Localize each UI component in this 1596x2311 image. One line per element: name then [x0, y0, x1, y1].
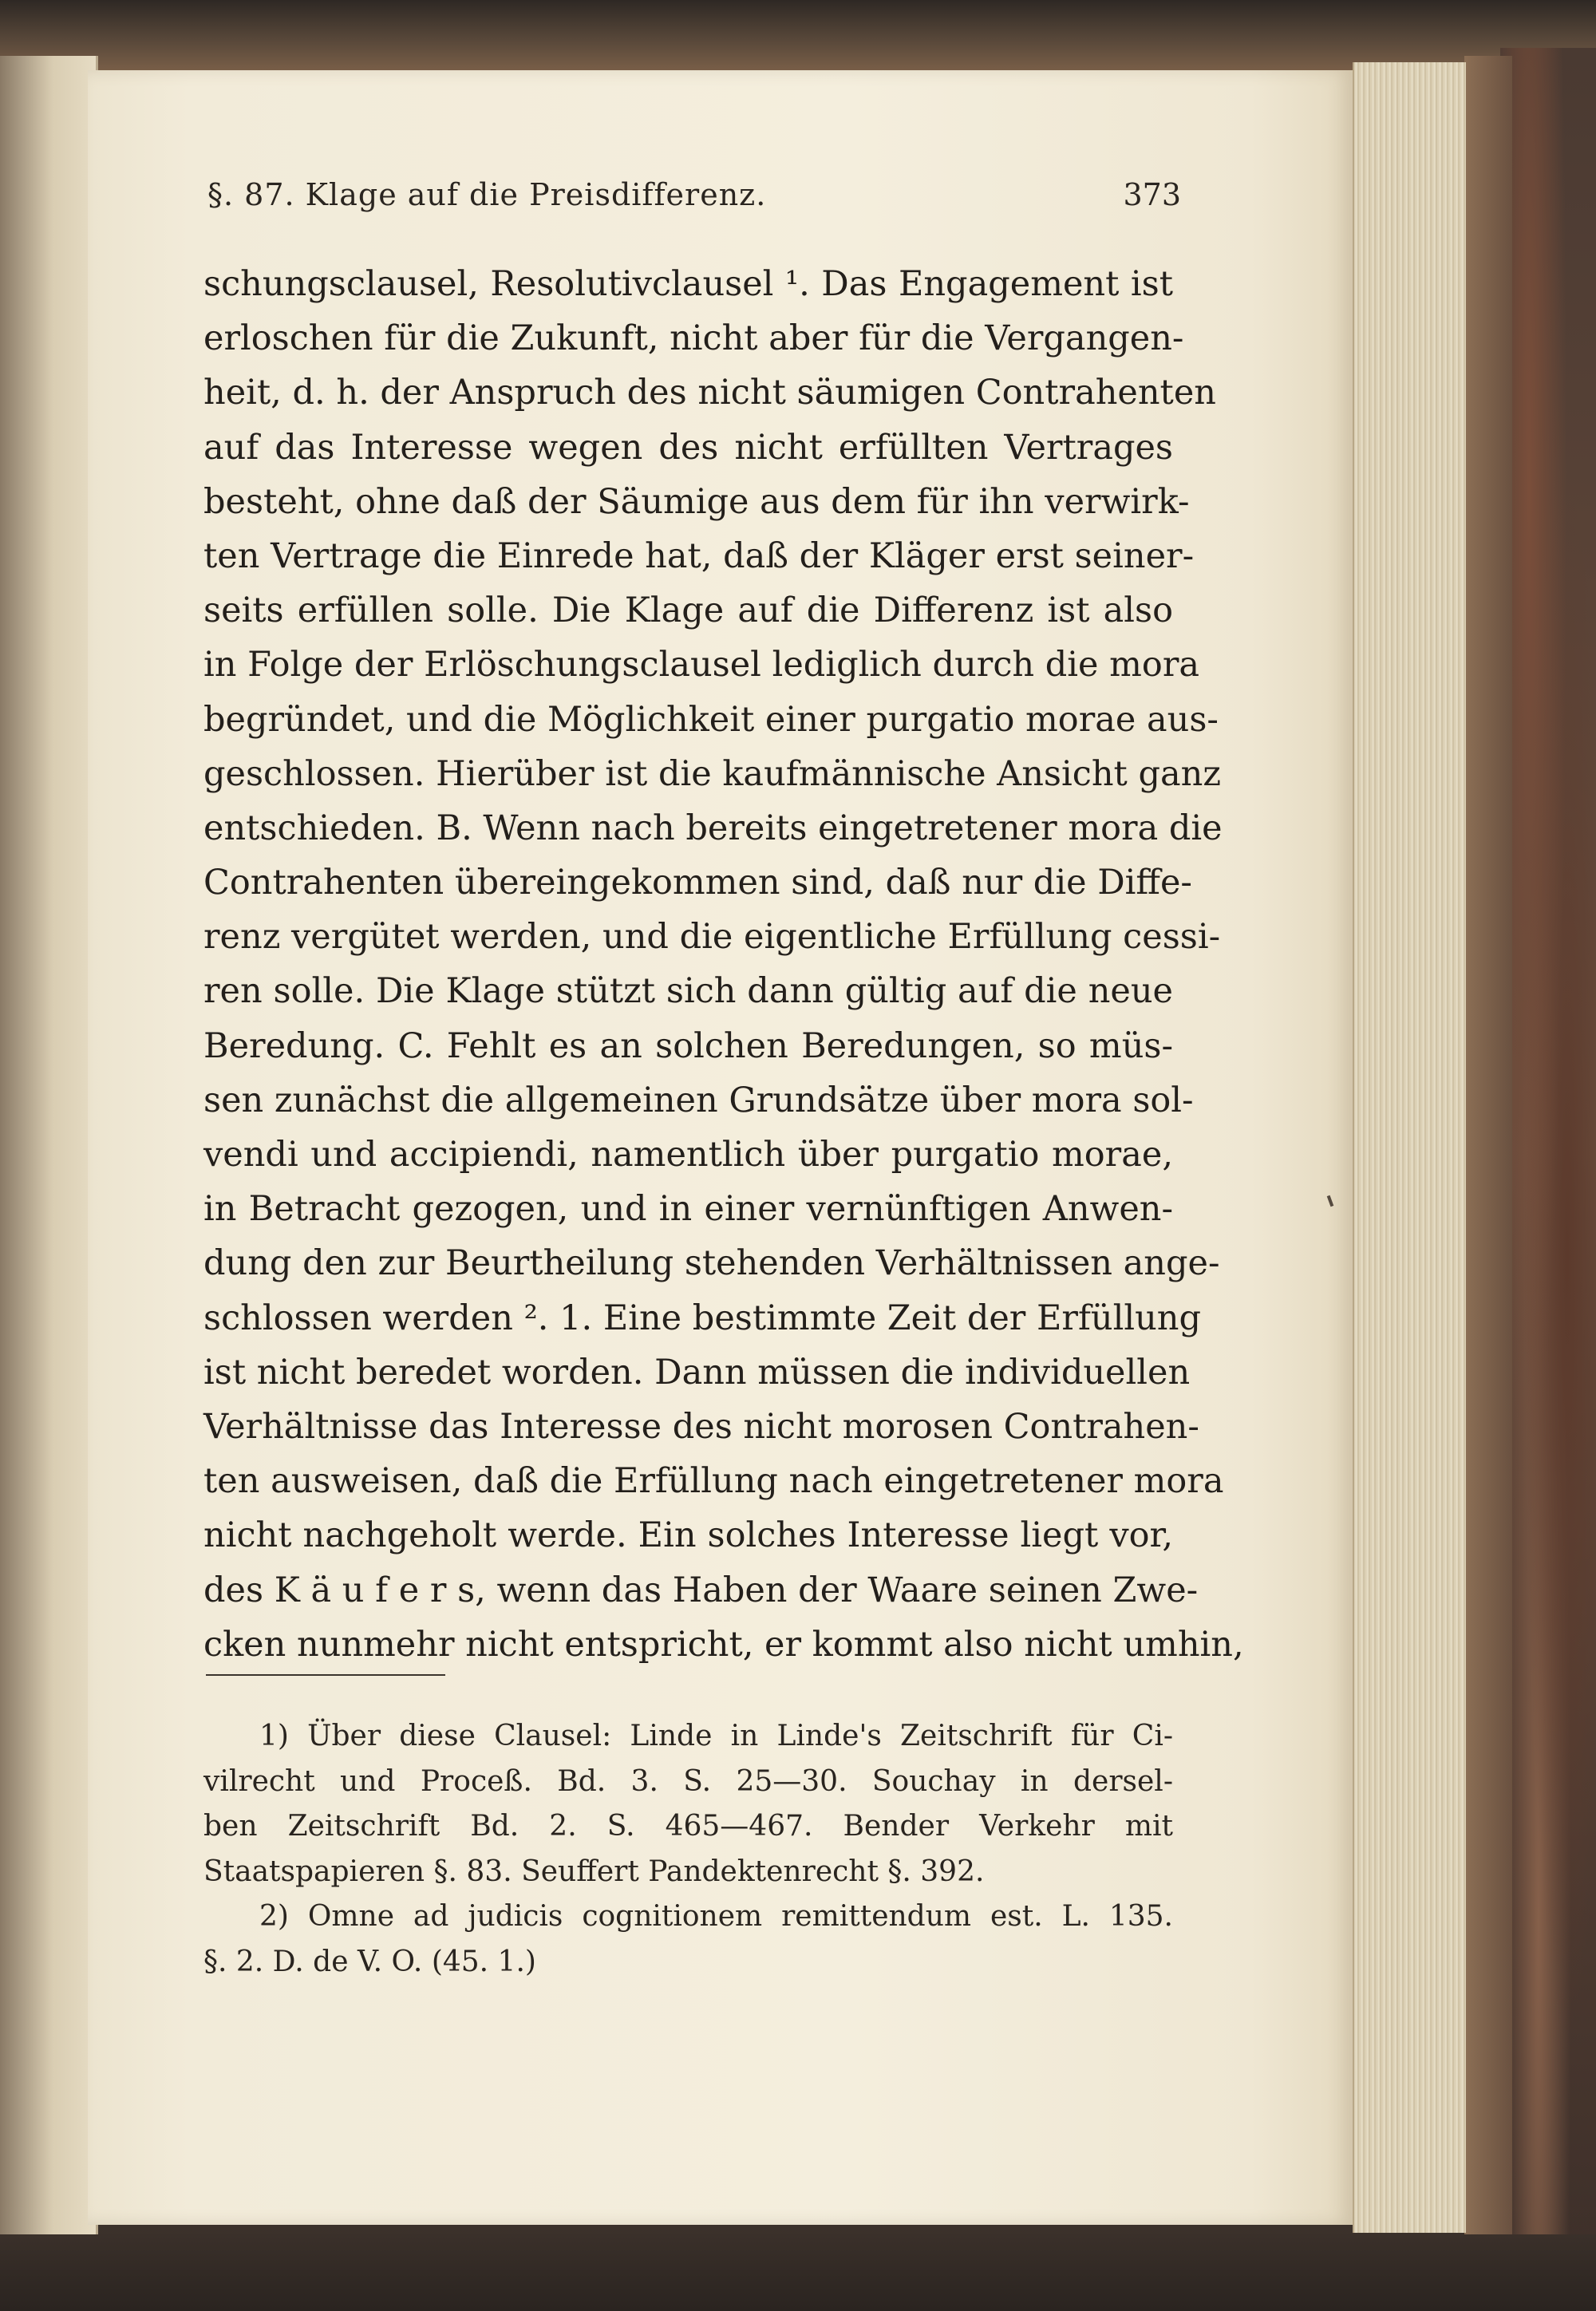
- text-line: schlossen werden ². 1. Eine bestimmte Zeit der Erfüllung: [203, 1298, 1202, 1338]
- text-line: begründet, und die Möglichkeit einer purgatio morae aus-: [203, 699, 1219, 740]
- page-stack-edges: [1353, 62, 1466, 2233]
- text-line: vendi und accipiendi, namentlich über purgatio morae,: [203, 1135, 1173, 1175]
- page-number: 373: [1123, 177, 1181, 212]
- text-line: nicht nachgeholt werde. Ein solches Interesse liegt vor,: [203, 1515, 1173, 1556]
- text-line: auf das Interesse wegen des nicht erfüllten Vertrages: [203, 427, 1173, 468]
- footnote-line: §. 2. D. de V. O. (45. 1.): [203, 1945, 536, 1978]
- footnote-line: Staatspapieren §. 83. Seuffert Pandektenrecht §. 392.: [203, 1855, 985, 1888]
- text-line: des K ä u f e r s, wenn das Haben der Waare seinen Zwe-: [203, 1570, 1199, 1610]
- text-line: sen zunächst die allgemeinen Grundsätze über mora sol-: [203, 1080, 1194, 1120]
- footnote-line: 2) Omne ad judicis cognitionem remittendum est. L. 135.: [259, 1900, 1173, 1933]
- text-line: ren solle. Die Klage stützt sich dann gültig auf die neue: [203, 971, 1173, 1012]
- text-line: seits erfüllen solle. Die Klage auf die Differenz ist also: [203, 591, 1173, 631]
- text-line: erloschen für die Zukunft, nicht aber für die Vergangen-: [203, 318, 1184, 359]
- running-head-title: §. 87. Klage auf die Preisdifferenz.: [207, 177, 767, 212]
- footnote-line: 1) Über diese Clausel: Linde in Linde's Zeitschrift für Ci-: [259, 1720, 1173, 1752]
- text-line: Verhältnisse das Interesse des nicht morosen Contrahen-: [203, 1406, 1199, 1447]
- running-head: [207, 177, 1181, 222]
- footnote-line: vilrecht und Proceß. Bd. 3. S. 25—30. Souchay in dersel-: [203, 1764, 1173, 1798]
- text-line: in Betracht gezogen, und in einer vernünftigen Anwen-: [203, 1189, 1173, 1230]
- text-line: in Folge der Erlöschungsclausel lediglich durch die mora: [203, 645, 1200, 685]
- text-line: ist nicht beredet worden. Dann müssen die individuellen: [203, 1352, 1191, 1393]
- footnote-line: ben Zeitschrift Bd. 2. S. 465—467. Bender Verkehr mit: [203, 1810, 1173, 1843]
- marbled-cover-edge: [1500, 48, 1596, 2250]
- scan-bottom-band: [0, 2234, 1596, 2311]
- footnotes: [203, 1714, 1173, 1985]
- book-cover-top: [0, 0, 1596, 72]
- footnote-rule: [206, 1674, 445, 1676]
- text-line: renz vergütet werden, und die eigentliche Erfüllung cessi-: [203, 917, 1221, 958]
- cover-edge-shadow: [1464, 56, 1512, 2242]
- text-line: cken nunmehr nicht entspricht, er kommt also nicht umhin,: [203, 1624, 1244, 1665]
- text-line: schungsclausel, Resolutivclausel ¹. Das Engagement ist: [203, 264, 1173, 304]
- text-line: Beredung. C. Fehlt es an solchen Beredungen, so müs-: [203, 1025, 1173, 1066]
- book-gutter: [0, 56, 98, 2242]
- text-line: besteht, ohne daß der Säumige aus dem für ihn verwirk-: [203, 481, 1190, 522]
- text-line: heit, d. h. der Anspruch des nicht säumigen Contrahenten: [203, 373, 1216, 413]
- text-line: dung den zur Beurtheilung stehenden Verhältnissen ange-: [203, 1243, 1220, 1284]
- text-line: Contrahenten übereingekommen sind, daß nur die Diffe-: [203, 863, 1192, 903]
- text-line: entschieden. B. Wenn nach bereits eingetretener mora die: [203, 808, 1223, 848]
- text-line: ten ausweisen, daß die Erfüllung nach eingetretener mora: [203, 1461, 1224, 1502]
- text-line: ten Vertrage die Einrede hat, daß der Kläger erst seiner-: [203, 535, 1195, 576]
- main-text: [203, 257, 1244, 1672]
- text-line: geschlossen. Hierüber ist die kaufmännische Ansicht ganz: [203, 753, 1221, 794]
